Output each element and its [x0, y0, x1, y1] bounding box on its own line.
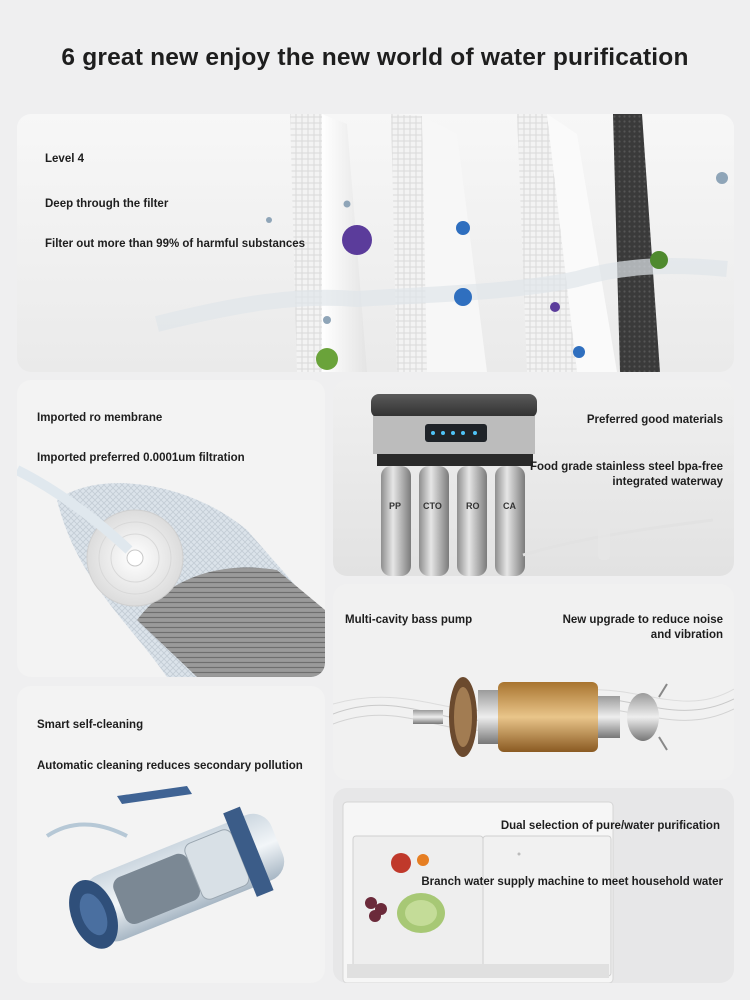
- pump-card: [333, 584, 734, 780]
- materials-desc-line1: Food grade stainless steel bpa-free: [529, 461, 723, 473]
- pump-desc-line2: and vibration: [650, 629, 723, 641]
- self-cleaning-card: [17, 686, 325, 983]
- water-supply-card: [333, 788, 734, 983]
- supply-desc: Branch water supply machine to meet household water: [421, 876, 723, 888]
- filter-label-pp: PP: [389, 501, 402, 511]
- filter-level-text: Level 4: [45, 153, 84, 165]
- ro-membrane-desc: Imported preferred 0.0001um filtration: [37, 452, 245, 464]
- filter-depth-text: Deep through the filter: [45, 198, 169, 210]
- page-title: 6 great new enjoy the new world of water purification: [61, 44, 689, 71]
- ro-membrane-card: [17, 380, 325, 677]
- materials-title: Preferred good materials: [586, 414, 723, 426]
- pump-title: Multi-cavity bass pump: [345, 614, 473, 626]
- pump-desc-line1: New upgrade to reduce noise: [562, 614, 723, 626]
- ro-membrane-illustration: [17, 380, 325, 677]
- supply-title: Dual selection of pure/water purification: [500, 820, 720, 832]
- filter-label-ro: RO: [466, 501, 480, 511]
- filter-label-ca: CA: [503, 501, 516, 511]
- materials-desc-line2: integrated waterway: [612, 476, 723, 488]
- self-cleaning-desc: Automatic cleaning reduces secondary pollution: [37, 760, 303, 772]
- filter-rate-text: Filter out more than 99% of harmful substances: [45, 238, 306, 250]
- ro-membrane-title: Imported ro membrane: [37, 412, 163, 424]
- self-cleaning-title: Smart self-cleaning: [37, 719, 144, 731]
- filter-layers-card: [17, 114, 734, 372]
- filter-label-cto: CTO: [423, 501, 442, 511]
- materials-card: [333, 380, 734, 576]
